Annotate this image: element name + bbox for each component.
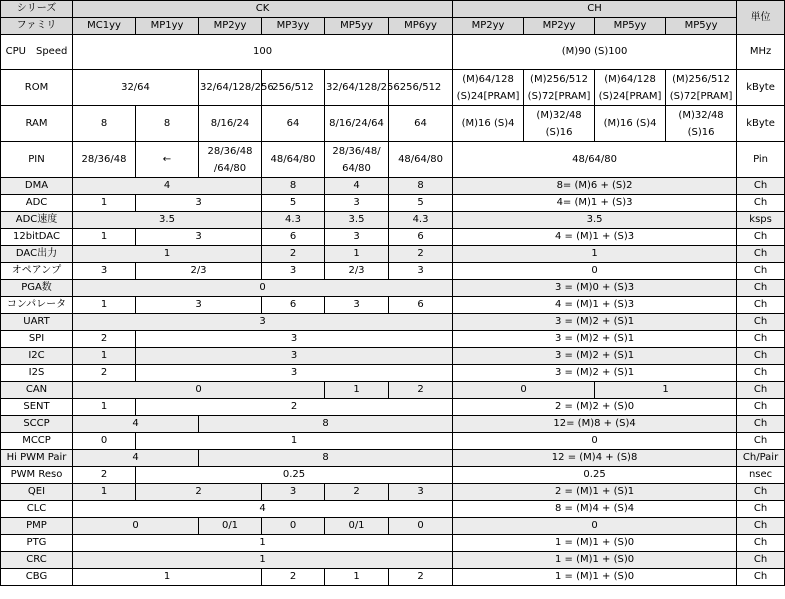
- ck-value: 6: [389, 297, 453, 314]
- ch-value: 1 = (M)1 + (S)0: [453, 569, 737, 586]
- row-label: SENT: [1, 399, 73, 416]
- ck-value: 2: [389, 246, 453, 263]
- unit-value: kByte: [737, 70, 785, 106]
- ck-value: 64: [262, 106, 325, 142]
- ck-value: 8/16/24: [199, 106, 262, 142]
- row-label: DAC出力: [1, 246, 73, 263]
- unit-value: Ch: [737, 552, 785, 569]
- table-row: [1, 280, 785, 297]
- unit-value: Ch: [737, 365, 785, 382]
- unit-value: Ch: [737, 297, 785, 314]
- ck-value: 2/3: [325, 263, 389, 280]
- ck-value: 0/1: [199, 518, 262, 535]
- ch-value: 4 = (M)1 + (S)3: [453, 229, 737, 246]
- table-row: [1, 331, 785, 348]
- ck-value: 3: [325, 229, 389, 246]
- ck-value: 3: [389, 263, 453, 280]
- table-row: [1, 450, 785, 467]
- ck-family: MP6yy: [389, 18, 453, 35]
- table-row: [1, 348, 785, 365]
- row-label: PTG: [1, 535, 73, 552]
- ch-value: 8 = (M)4 + (S)4: [453, 501, 737, 518]
- table-row: [1, 365, 785, 382]
- ck-value: 2: [73, 365, 136, 382]
- row-label: ROM: [1, 70, 73, 106]
- ck-value: 0: [73, 433, 136, 450]
- unit-value: Ch: [737, 382, 785, 399]
- unit-value: Ch: [737, 399, 785, 416]
- ck-value: 2: [73, 467, 136, 484]
- ch-value: 3 = (M)0 + (S)3: [453, 280, 737, 297]
- unit-value: Ch/Pair: [737, 450, 785, 467]
- ck-value: 3: [389, 484, 453, 501]
- ck-value: ←: [136, 142, 199, 178]
- ck-value: 0: [73, 280, 453, 297]
- ck-series-label: CK: [73, 1, 453, 18]
- unit-value: kByte: [737, 106, 785, 142]
- ck-value: 2: [262, 569, 325, 586]
- family-header-row: [1, 18, 785, 35]
- ck-value: 8: [262, 178, 325, 195]
- ck-value: 3: [136, 348, 453, 365]
- ck-value: 0: [389, 518, 453, 535]
- unit-value: Ch: [737, 314, 785, 331]
- family-label: ファミリ: [1, 18, 73, 35]
- ck-value: 1: [73, 399, 136, 416]
- row-label: CLC: [1, 501, 73, 518]
- ck-value: 3: [262, 484, 325, 501]
- ch-value: 4 = (M)1 + (S)3: [453, 297, 737, 314]
- unit-value: Ch: [737, 263, 785, 280]
- ck-value: 100: [73, 35, 453, 70]
- unit-value: Ch: [737, 178, 785, 195]
- unit-value: Ch: [737, 331, 785, 348]
- table-row: [1, 314, 785, 331]
- table-row: [1, 518, 785, 535]
- ck-value: 0: [262, 518, 325, 535]
- ch-value: 1: [453, 246, 737, 263]
- ck-family: MP1yy: [136, 18, 199, 35]
- table-row: [1, 501, 785, 518]
- ch-value: (M)90 (S)100: [453, 35, 737, 70]
- ck-value: 2: [325, 484, 389, 501]
- ch-value: 3 = (M)2 + (S)1: [453, 314, 737, 331]
- ck-value: 3: [136, 229, 262, 246]
- row-label: CPU Speed: [1, 35, 73, 70]
- row-label: オペアンプ: [1, 263, 73, 280]
- ck-value: 32/64/128/256: [199, 70, 262, 106]
- ck-value: 6: [262, 297, 325, 314]
- ch-value: 3 = (M)2 + (S)1: [453, 365, 737, 382]
- ck-value: 28/36/48 /64/80: [199, 142, 262, 178]
- ck-value: 1: [73, 535, 453, 552]
- ch-series-label: CH: [453, 1, 737, 18]
- unit-value: Ch: [737, 569, 785, 586]
- unit-value: Ch: [737, 246, 785, 263]
- ck-family: MP5yy: [325, 18, 389, 35]
- row-label: PGA数: [1, 280, 73, 297]
- row-label: MCCP: [1, 433, 73, 450]
- ch-value: 0.25: [453, 467, 737, 484]
- ck-value: 1: [73, 552, 453, 569]
- row-label: I2S: [1, 365, 73, 382]
- ck-value: 64: [389, 106, 453, 142]
- unit-value: Ch: [737, 535, 785, 552]
- ck-value: 256/512: [262, 70, 325, 106]
- ck-value: 1: [136, 433, 453, 450]
- table-row: [1, 552, 785, 569]
- row-label: CRC: [1, 552, 73, 569]
- ck-value: 4: [73, 178, 262, 195]
- table-row: [1, 297, 785, 314]
- ck-value: 4: [325, 178, 389, 195]
- ch-value: 3 = (M)2 + (S)1: [453, 331, 737, 348]
- row-label: ADC速度: [1, 212, 73, 229]
- ck-value: 48/64/80: [262, 142, 325, 178]
- unit-value: Ch: [737, 280, 785, 297]
- unit-value: Ch: [737, 484, 785, 501]
- row-label: Hi PWM Pair: [1, 450, 73, 467]
- ck-value: 1: [73, 297, 136, 314]
- ch-value: (M)64/128 (S)24[PRAM]: [453, 70, 524, 106]
- ck-value: 5: [389, 195, 453, 212]
- ch-value: 48/64/80: [453, 142, 737, 178]
- table-row: [1, 35, 785, 70]
- ck-value: 5: [262, 195, 325, 212]
- ck-value: 3.5: [73, 212, 262, 229]
- ck-value: 3.5: [325, 212, 389, 229]
- table-row: [1, 416, 785, 433]
- ch-value: 3.5: [453, 212, 737, 229]
- ck-value: 4: [73, 501, 453, 518]
- row-label: 12bitDAC: [1, 229, 73, 246]
- table-row: [1, 142, 785, 178]
- unit-value: Ch: [737, 195, 785, 212]
- row-label: RAM: [1, 106, 73, 142]
- row-label: SPI: [1, 331, 73, 348]
- ck-value: 28/36/48/ 64/80: [325, 142, 389, 178]
- table-row: [1, 178, 785, 195]
- row-label: PWM Reso: [1, 467, 73, 484]
- ck-value: 3: [262, 263, 325, 280]
- row-label: PMP: [1, 518, 73, 535]
- ck-value: 1: [325, 382, 389, 399]
- table-row: [1, 263, 785, 280]
- unit-value: Ch: [737, 518, 785, 535]
- row-label: DMA: [1, 178, 73, 195]
- ch-family: MP2yy: [524, 18, 595, 35]
- table-row: [1, 535, 785, 552]
- ck-value: 3: [325, 195, 389, 212]
- table-row: [1, 382, 785, 399]
- row-label: コンパレータ: [1, 297, 73, 314]
- ch-value: 1: [595, 382, 737, 399]
- row-label: SCCP: [1, 416, 73, 433]
- ck-value: 4.3: [389, 212, 453, 229]
- ch-value: 12 = (M)4 + (S)8: [453, 450, 737, 467]
- ck-value: 3: [73, 314, 453, 331]
- ck-value: 1: [73, 229, 136, 246]
- unit-value: MHz: [737, 35, 785, 70]
- ck-value: 0: [73, 382, 325, 399]
- ch-value: (M)32/48 (S)16: [666, 106, 737, 142]
- unit-value: Ch: [737, 501, 785, 518]
- ck-value: 6: [262, 229, 325, 246]
- row-label: ADC: [1, 195, 73, 212]
- ck-value: 8: [199, 450, 453, 467]
- ck-value: 0.25: [136, 467, 453, 484]
- ck-value: 8: [136, 106, 199, 142]
- ch-value: 0: [453, 433, 737, 450]
- ch-value: 1 = (M)1 + (S)0: [453, 535, 737, 552]
- ck-value: 6: [389, 229, 453, 246]
- unit-value: Ch: [737, 229, 785, 246]
- ch-value: 0: [453, 263, 737, 280]
- ch-value: (M)64/128 (S)24[PRAM]: [595, 70, 666, 106]
- ch-value: (M)16 (S)4: [453, 106, 524, 142]
- table-row: [1, 106, 785, 142]
- ck-value: 1: [73, 569, 262, 586]
- table-row: [1, 212, 785, 229]
- table-row: [1, 229, 785, 246]
- ck-value: 3: [136, 195, 262, 212]
- ch-value: 1 = (M)1 + (S)0: [453, 552, 737, 569]
- table-row: [1, 195, 785, 212]
- ch-value: (M)256/512 (S)72[PRAM]: [524, 70, 595, 106]
- ck-value: 1: [73, 195, 136, 212]
- ck-value: 8: [199, 416, 453, 433]
- ck-value: 1: [73, 246, 262, 263]
- row-label: CAN: [1, 382, 73, 399]
- series-header-row: [1, 1, 785, 18]
- ck-family: MP3yy: [262, 18, 325, 35]
- unit-value: Ch: [737, 416, 785, 433]
- ck-value: 1: [325, 569, 389, 586]
- row-label: PIN: [1, 142, 73, 178]
- ck-value: 2: [389, 569, 453, 586]
- unit-value: nsec: [737, 467, 785, 484]
- ch-family: MP2yy: [453, 18, 524, 35]
- ck-value: 3: [136, 297, 262, 314]
- ch-family: MP5yy: [595, 18, 666, 35]
- ch-value: 3 = (M)2 + (S)1: [453, 348, 737, 365]
- unit-value: ksps: [737, 212, 785, 229]
- ck-value: 32/64/128/256: [325, 70, 389, 106]
- ch-value: (M)256/512 (S)72[PRAM]: [666, 70, 737, 106]
- ck-value: 0: [73, 518, 199, 535]
- table-row: [1, 399, 785, 416]
- table-row: [1, 433, 785, 450]
- ch-value: 8= (M)6 + (S)2: [453, 178, 737, 195]
- ck-family: MP2yy: [199, 18, 262, 35]
- ck-value: 256/512: [389, 70, 453, 106]
- ch-value: 2 = (M)2 + (S)0: [453, 399, 737, 416]
- ch-value: 4= (M)1 + (S)3: [453, 195, 737, 212]
- ck-value: 3: [73, 263, 136, 280]
- ck-value: 3: [136, 331, 453, 348]
- ck-family: MC1yy: [73, 18, 136, 35]
- ck-value: 2: [389, 382, 453, 399]
- ch-value: 2 = (M)1 + (S)1: [453, 484, 737, 501]
- series-label: シリーズ: [1, 1, 73, 18]
- ck-value: 32/64: [73, 70, 199, 106]
- unit-header: 単位: [737, 1, 785, 35]
- ch-family: MP5yy: [666, 18, 737, 35]
- ch-value: (M)16 (S)4: [595, 106, 666, 142]
- ck-value: 28/36/48: [73, 142, 136, 178]
- row-label: UART: [1, 314, 73, 331]
- ck-value: 48/64/80: [389, 142, 453, 178]
- table-row: [1, 569, 785, 586]
- table-row: [1, 484, 785, 501]
- ck-value: 4.3: [262, 212, 325, 229]
- ck-value: 3: [136, 365, 453, 382]
- table-row: [1, 246, 785, 263]
- ch-value: 0: [453, 382, 595, 399]
- table-row: [1, 70, 785, 106]
- ck-value: 1: [325, 246, 389, 263]
- ck-value: 2: [136, 399, 453, 416]
- ch-value: 12= (M)8 + (S)4: [453, 416, 737, 433]
- ck-value: 2: [136, 484, 262, 501]
- row-label: QEI: [1, 484, 73, 501]
- ck-value: 1: [73, 484, 136, 501]
- ck-value: 2: [262, 246, 325, 263]
- ck-value: 2: [73, 331, 136, 348]
- unit-value: Ch: [737, 348, 785, 365]
- unit-value: Ch: [737, 433, 785, 450]
- ck-value: 2/3: [136, 263, 262, 280]
- ch-value: 0: [453, 518, 737, 535]
- row-label: I2C: [1, 348, 73, 365]
- ch-value: (M)32/48 (S)16: [524, 106, 595, 142]
- ck-value: 8/16/24/64: [325, 106, 389, 142]
- ck-value: 4: [73, 450, 199, 467]
- ck-value: 8: [389, 178, 453, 195]
- row-label: CBG: [1, 569, 73, 586]
- ck-value: 4: [73, 416, 199, 433]
- ck-value: 8: [73, 106, 136, 142]
- ck-value: 1: [73, 348, 136, 365]
- table-row: [1, 467, 785, 484]
- ck-value: 3: [325, 297, 389, 314]
- ck-value: 0/1: [325, 518, 389, 535]
- unit-value: Pin: [737, 142, 785, 178]
